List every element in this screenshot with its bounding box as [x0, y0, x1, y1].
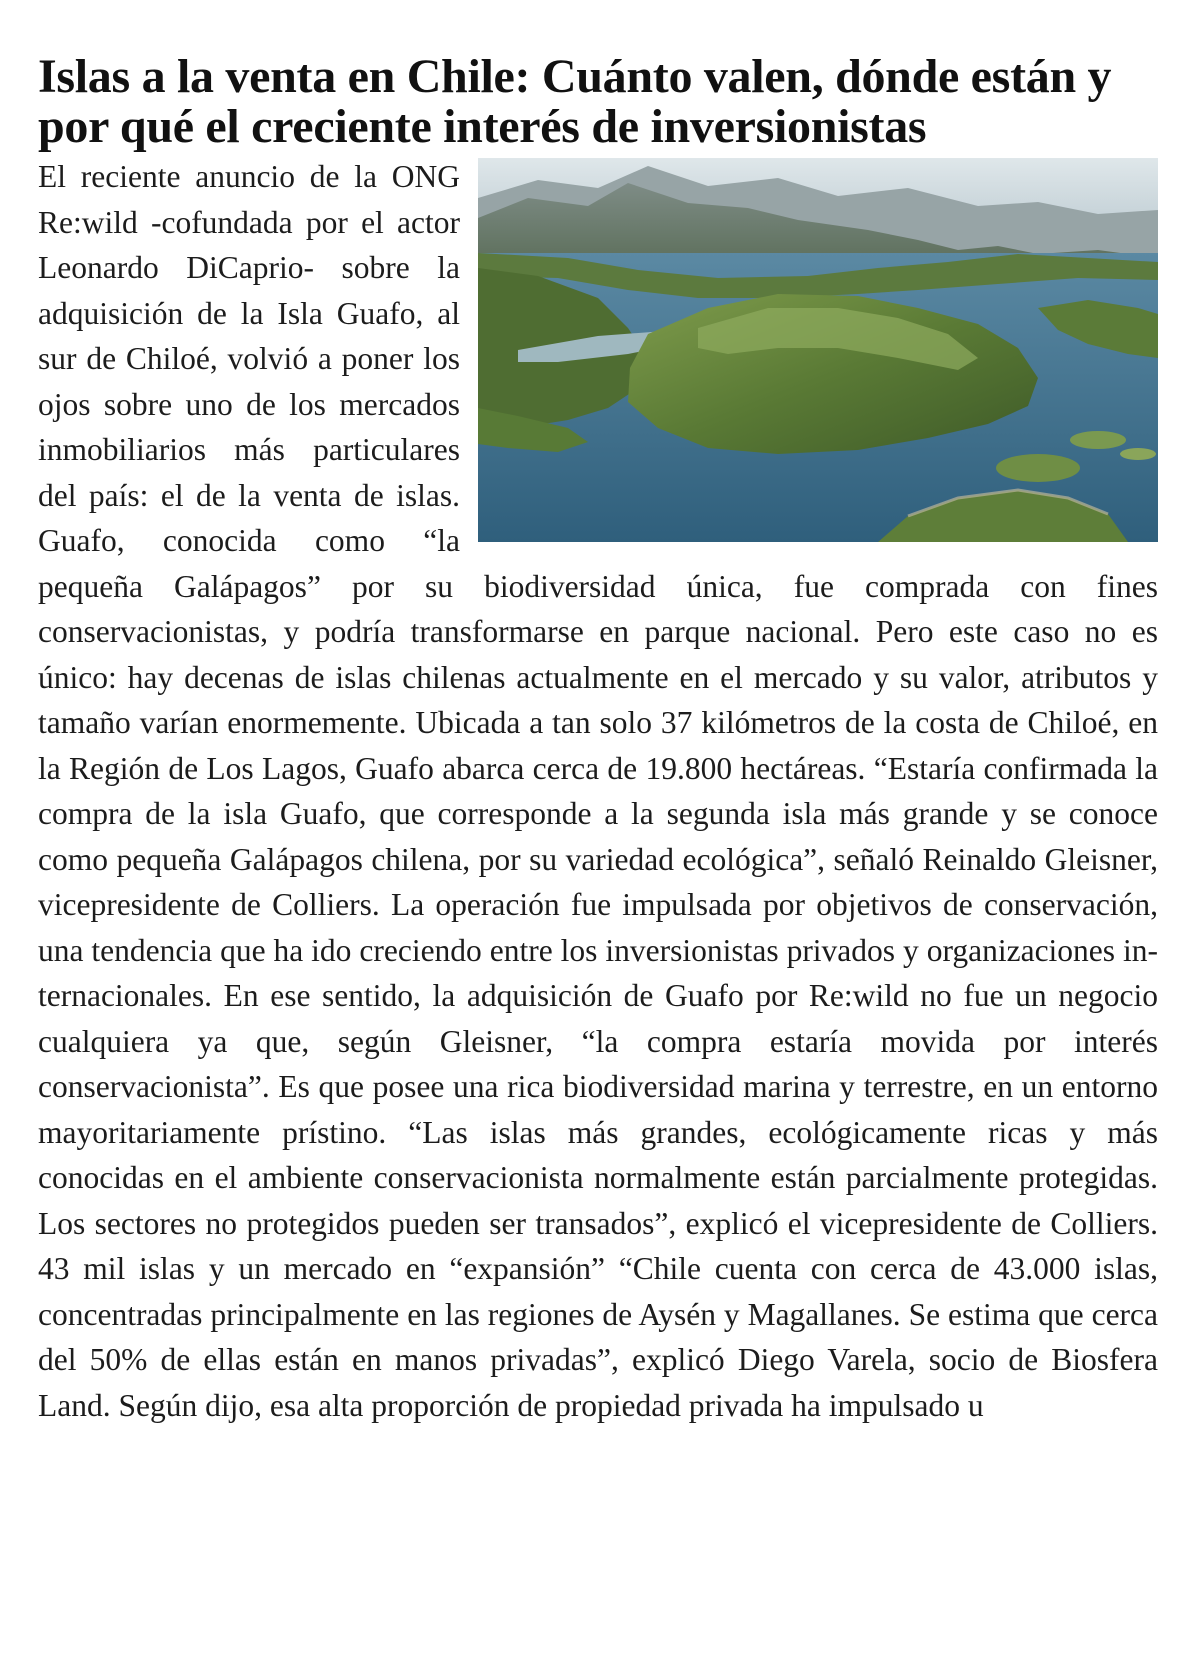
article	[38, 52, 1158, 1428]
photo-islet-1	[996, 454, 1080, 482]
article-headline: Islas a la venta en Chile: Cuánto valen, dónde están y por qué el creciente interés de inversionistas	[38, 50, 1112, 153]
photo-islet-2	[1070, 431, 1126, 449]
article-body: El reciente anuncio de la ONG Re:wild -cofundada por el actor Leonardo DiCaprio- sobre la adquisición de la Isla Guafo, al sur de Chiloé, volvió a poner los ojos sobre uno de los mercados inmobiliarios más particulares del país: el de la venta de islas. Guafo, conocida como “la pequeña Galápagos” por su biodiversidad única, fue comprada con fines conservacionistas, y podría transformarse en parque nacional. Pero este caso no es único: hay decenas de islas chilenas actualmente en el mercado y su valor, atributos y tamaño varían enormemente. Ubicada a tan solo 37 kilómetros de la costa de Chiloé, en la Región de Los Lagos, Guafo abarca cerca de 19.800 hectáreas. “Estaría confirmada la compra de la isla Guafo, que corresponde a la segunda isla más grande y se conoce como pequeña Galápagos chilena, por su variedad ecológica”, señaló Reinaldo Gleisner, vicepresidente de Colliers. La operación fue impulsada por objetivos de conservación, una tendencia que ha ido creciendo entre los inversionistas privados y organizaciones internacionales. En ese sentido, la adquisición de Guafo por Re:wild no fue un negocio cualquiera ya que, según Gleisner, “la compra estaría movida por interés conservacionista”. Es que posee una rica biodiversidad marina y terrestre, en un entorno mayoritariamente prístino. “Las islas más grandes, ecológicamente ricas y más conocidas en el ambiente conservacionista normalmente están parcialmente protegidas. Los sectores no protegidos pueden ser transados”, explicó el vicepresidente de Colliers. 43 mil islas y un mercado en “expansión” “Chile cuenta con cerca de 43.000 islas, concentradas principalmente en las regiones de Aysén y Magallanes. Se estima que cerca del 50% de ellas están en manos privadas”, explicó Diego Varela, socio de Biosfera Land. Según dijo, esa alta proporción de propiedad privada ha impulsado u	[38, 159, 1158, 1423]
photo-islet-3	[1120, 448, 1156, 460]
article-photo	[478, 158, 1158, 542]
